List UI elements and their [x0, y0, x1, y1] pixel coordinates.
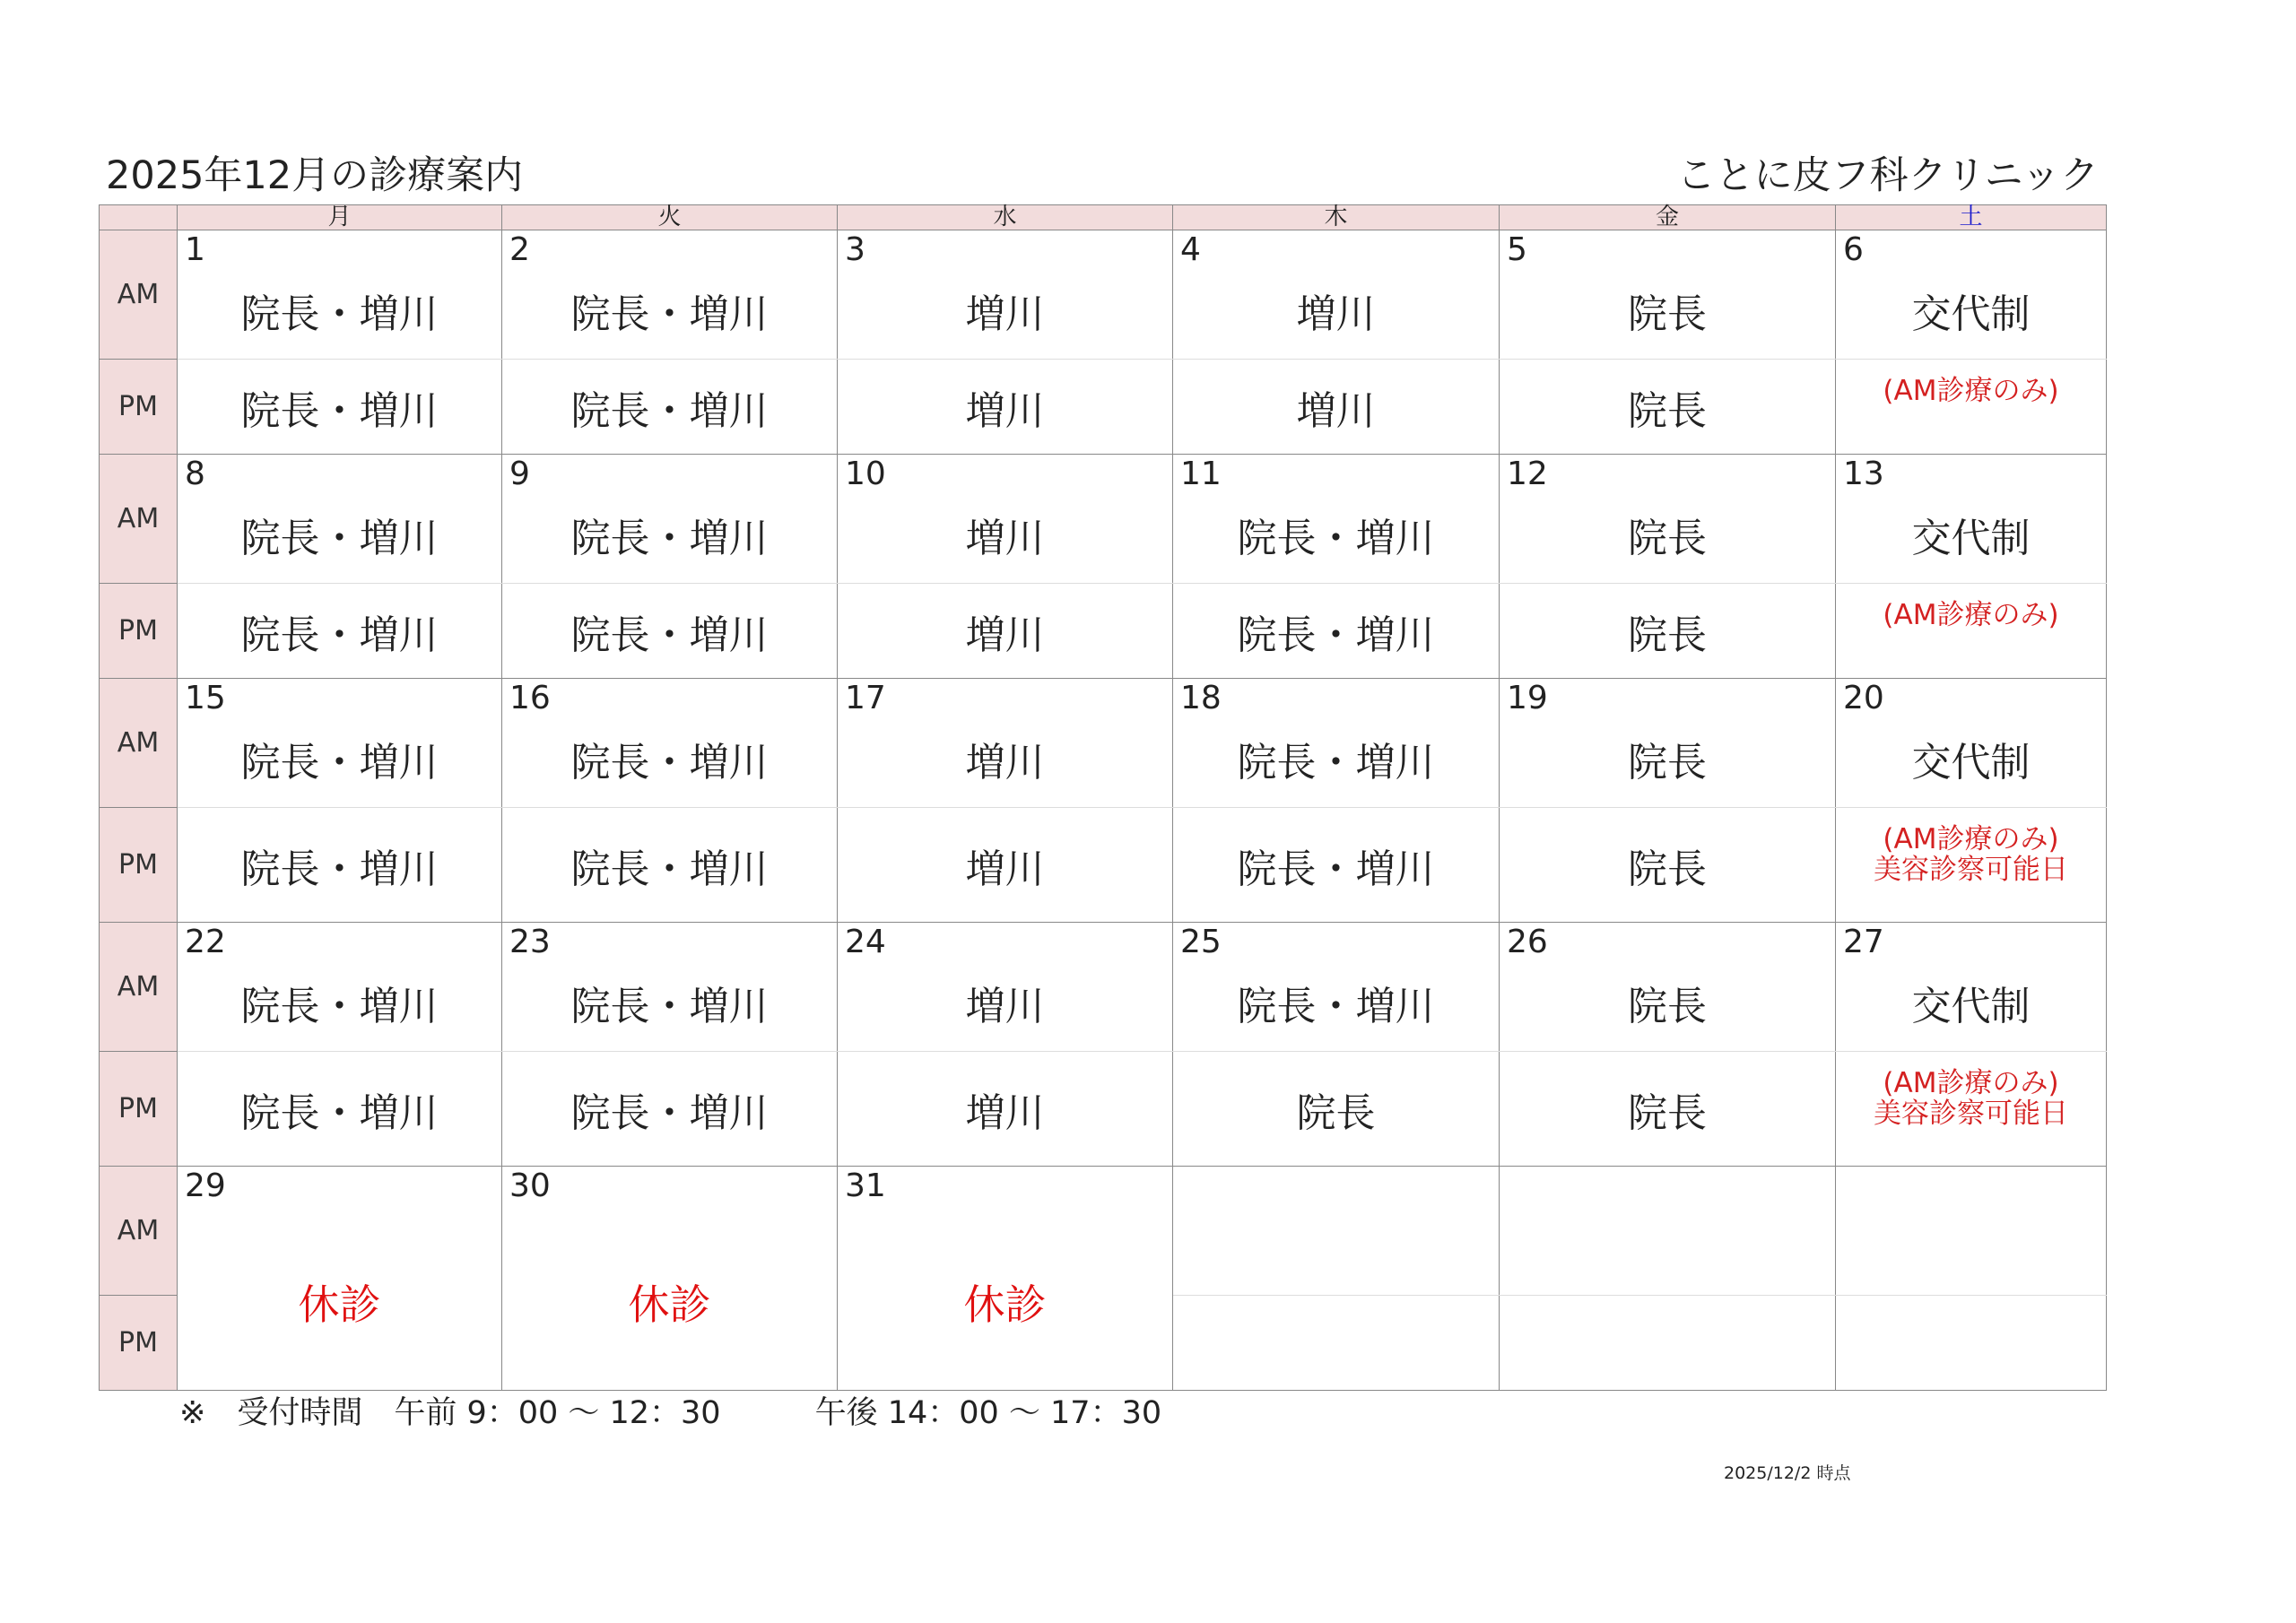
clinic-name: ことに皮フ科クリニック — [1676, 153, 2099, 198]
day-cell-am — [1500, 230, 1836, 360]
day-number: 23 — [509, 924, 551, 960]
day-number: 16 — [509, 680, 551, 716]
day-number: 20 — [1843, 680, 1884, 716]
pm-doctor: 院長 — [1628, 387, 1707, 434]
day-cell-am — [1500, 679, 1836, 808]
am-doctor: 院長・増川 — [1237, 984, 1435, 1029]
day-cell-pm — [1500, 808, 1836, 923]
am-doctor: 院長・増川 — [240, 516, 439, 561]
day-number: 10 — [845, 456, 886, 492]
day-number: 31 — [845, 1167, 886, 1204]
am-label: AM — [100, 1167, 178, 1296]
am-doctor: 院長・増川 — [1237, 740, 1435, 785]
day-cell-closed — [502, 1167, 838, 1391]
am-doctor: 交代制 — [1911, 984, 2031, 1029]
day-cell-pm — [178, 1052, 502, 1167]
day-cell-pm — [1500, 584, 1836, 679]
day-cell-am — [838, 455, 1173, 584]
note-line: (AM診療のみ) — [1883, 599, 2059, 631]
pm-note — [1836, 1068, 2106, 1129]
day-number: 22 — [185, 924, 226, 960]
pm-doctor: 院長・増川 — [570, 387, 769, 434]
pm-note — [1836, 824, 2106, 885]
day-cell-closed — [838, 1167, 1173, 1391]
weekday-fri: 金 — [1500, 205, 1836, 230]
day-number: 27 — [1843, 924, 1884, 960]
as-of-date: 2025/12/2 時点 — [1724, 1463, 1851, 1483]
page-title: 2025年12月の診療案内 — [106, 153, 524, 198]
day-cell-pm — [1173, 808, 1500, 923]
day-number: 12 — [1507, 456, 1548, 492]
day-cell-pm — [1173, 584, 1500, 679]
pm-doctor: 増川 — [1296, 387, 1376, 434]
pm-note — [1836, 600, 2106, 630]
am-label: AM — [100, 455, 178, 584]
day-cell-closed — [178, 1167, 502, 1391]
day-cell-am — [502, 455, 838, 584]
am-doctor: 増川 — [965, 740, 1045, 785]
pm-doctor: 院長・増川 — [240, 612, 439, 658]
pm-label: PM — [100, 1296, 178, 1391]
day-number: 29 — [185, 1167, 226, 1204]
day-cell-am — [178, 230, 502, 360]
week-am-row — [100, 230, 2107, 360]
day-number: 19 — [1507, 680, 1548, 716]
am-doctor: 増川 — [965, 291, 1045, 337]
empty-cell-pm — [1500, 1296, 1836, 1391]
am-doctor: 院長 — [1628, 740, 1707, 785]
day-cell-pm — [502, 584, 838, 679]
am-doctor: 院長・増川 — [240, 740, 439, 785]
day-cell-pm — [502, 360, 838, 455]
day-number: 11 — [1180, 456, 1222, 492]
empty-cell-am — [1836, 1167, 2107, 1296]
pm-doctor: 増川 — [965, 612, 1045, 658]
day-cell-am — [502, 679, 838, 808]
day-cell-pm — [1500, 360, 1836, 455]
weekday-wed: 水 — [838, 205, 1173, 230]
am-doctor: 交代制 — [1911, 291, 2031, 337]
day-cell-pm — [838, 360, 1173, 455]
empty-cell-pm — [1836, 1296, 2107, 1391]
note-line: 美容診察可能日 — [1874, 1098, 2068, 1130]
closed-label: 休診 — [963, 1280, 1047, 1329]
note-line: 美容診察可能日 — [1874, 854, 2068, 886]
day-number: 24 — [845, 924, 886, 960]
header-corner — [100, 205, 178, 230]
day-cell-am — [1836, 679, 2107, 808]
day-cell-am — [838, 230, 1173, 360]
day-cell-am — [1173, 923, 1500, 1052]
week-am-row — [100, 679, 2107, 808]
empty-cell-am — [1500, 1167, 1836, 1296]
am-doctor: 院長・増川 — [570, 516, 769, 561]
day-cell-pm — [1836, 1052, 2107, 1167]
pm-doctor: 院長 — [1628, 1089, 1707, 1136]
day-cell-am — [178, 455, 502, 584]
week-pm-row — [100, 584, 2107, 679]
note-line: (AM診療のみ) — [1883, 1067, 2059, 1099]
day-cell-am — [1173, 230, 1500, 360]
pm-label: PM — [100, 584, 178, 679]
pm-doctor: 院長・増川 — [570, 612, 769, 658]
day-cell-pm — [1500, 1052, 1836, 1167]
am-doctor: 院長・増川 — [570, 984, 769, 1029]
week-pm-row — [100, 1052, 2107, 1167]
day-cell-pm — [178, 808, 502, 923]
day-cell-am — [1836, 923, 2107, 1052]
day-cell-pm — [502, 808, 838, 923]
weekday-mon: 月 — [178, 205, 502, 230]
week-pm-row — [100, 808, 2107, 923]
am-doctor: 増川 — [965, 984, 1045, 1029]
schedule-table — [99, 204, 2107, 1391]
day-number: 2 — [509, 231, 530, 268]
day-cell-am — [1173, 455, 1500, 584]
pm-label: PM — [100, 808, 178, 923]
week-am-row — [100, 455, 2107, 584]
day-number: 17 — [845, 680, 886, 716]
am-doctor: 院長・増川 — [1237, 516, 1435, 561]
day-cell-am — [178, 679, 502, 808]
pm-doctor: 院長 — [1296, 1089, 1376, 1136]
pm-doctor: 院長・増川 — [240, 387, 439, 434]
day-number: 25 — [1180, 924, 1222, 960]
pm-doctor: 院長・増川 — [240, 1089, 439, 1136]
day-cell-pm — [1173, 1052, 1500, 1167]
note-line: (AM診療のみ) — [1883, 823, 2059, 855]
am-label: AM — [100, 923, 178, 1052]
day-cell-pm — [838, 584, 1173, 679]
am-doctor: 院長 — [1628, 984, 1707, 1029]
weekday-thu: 木 — [1173, 205, 1500, 230]
day-cell-pm — [1836, 360, 2107, 455]
day-cell-am — [838, 679, 1173, 808]
pm-label: PM — [100, 360, 178, 455]
am-label: AM — [100, 230, 178, 360]
pm-doctor: 増川 — [965, 846, 1045, 892]
day-number: 3 — [845, 231, 865, 268]
day-number: 18 — [1180, 680, 1222, 716]
day-cell-am — [1173, 679, 1500, 808]
day-cell-am — [178, 923, 502, 1052]
am-doctor: 院長・増川 — [240, 984, 439, 1029]
day-number: 5 — [1507, 231, 1527, 268]
day-cell-pm — [1836, 584, 2107, 679]
day-cell-am — [1836, 455, 2107, 584]
day-number: 6 — [1843, 231, 1864, 268]
pm-doctor: 院長・増川 — [1237, 846, 1435, 892]
am-doctor: 増川 — [965, 516, 1045, 561]
pm-doctor: 院長 — [1628, 612, 1707, 658]
day-cell-am — [838, 923, 1173, 1052]
closed-label: 休診 — [628, 1280, 711, 1329]
day-number: 1 — [185, 231, 205, 268]
day-number: 13 — [1843, 456, 1884, 492]
pm-doctor: 院長・増川 — [1237, 612, 1435, 658]
week-am-row — [100, 1167, 2107, 1296]
empty-cell-pm — [1173, 1296, 1500, 1391]
am-doctor: 交代制 — [1911, 516, 2031, 561]
pm-doctor: 増川 — [965, 387, 1045, 434]
am-doctor: 院長 — [1628, 516, 1707, 561]
pm-doctor: 院長・増川 — [240, 846, 439, 892]
am-doctor: 院長 — [1628, 291, 1707, 337]
day-cell-am — [502, 923, 838, 1052]
am-label: AM — [100, 679, 178, 808]
pm-label: PM — [100, 1052, 178, 1167]
day-cell-pm — [178, 360, 502, 455]
day-cell-pm — [178, 584, 502, 679]
weekday-header-row — [100, 205, 2107, 230]
day-cell-pm — [1836, 808, 2107, 923]
day-number: 26 — [1507, 924, 1548, 960]
day-number: 15 — [185, 680, 226, 716]
pm-doctor: 増川 — [965, 1089, 1045, 1136]
pm-doctor: 院長 — [1628, 846, 1707, 892]
week-pm-row — [100, 360, 2107, 455]
day-cell-pm — [1173, 360, 1500, 455]
note-line: (AM診療のみ) — [1883, 375, 2059, 407]
day-number: 30 — [509, 1167, 551, 1204]
pm-doctor: 院長・増川 — [570, 846, 769, 892]
am-doctor: 増川 — [1296, 291, 1376, 337]
day-cell-am — [1836, 230, 2107, 360]
pm-note — [1836, 376, 2106, 406]
day-cell-am — [1500, 923, 1836, 1052]
am-doctor: 院長・増川 — [570, 740, 769, 785]
day-number: 9 — [509, 456, 530, 492]
day-number: 4 — [1180, 231, 1201, 268]
day-cell-pm — [838, 1052, 1173, 1167]
weekday-sat: 土 — [1836, 205, 2107, 230]
day-cell-pm — [838, 808, 1173, 923]
closed-label: 休診 — [298, 1280, 381, 1329]
am-doctor: 交代制 — [1911, 740, 2031, 785]
week-am-row — [100, 923, 2107, 1052]
weekday-tue: 火 — [502, 205, 838, 230]
am-doctor: 院長・増川 — [240, 291, 439, 337]
day-number: 8 — [185, 456, 205, 492]
am-doctor: 院長・増川 — [570, 291, 769, 337]
reception-hours: ※ 受付時間 午前 9：00 ～ 12：30 午後 14：00 ～ 17：30 — [179, 1395, 1162, 1431]
pm-doctor: 院長・増川 — [570, 1089, 769, 1136]
day-cell-am — [1500, 455, 1836, 584]
day-cell-am — [502, 230, 838, 360]
day-cell-pm — [502, 1052, 838, 1167]
empty-cell-am — [1173, 1167, 1500, 1296]
